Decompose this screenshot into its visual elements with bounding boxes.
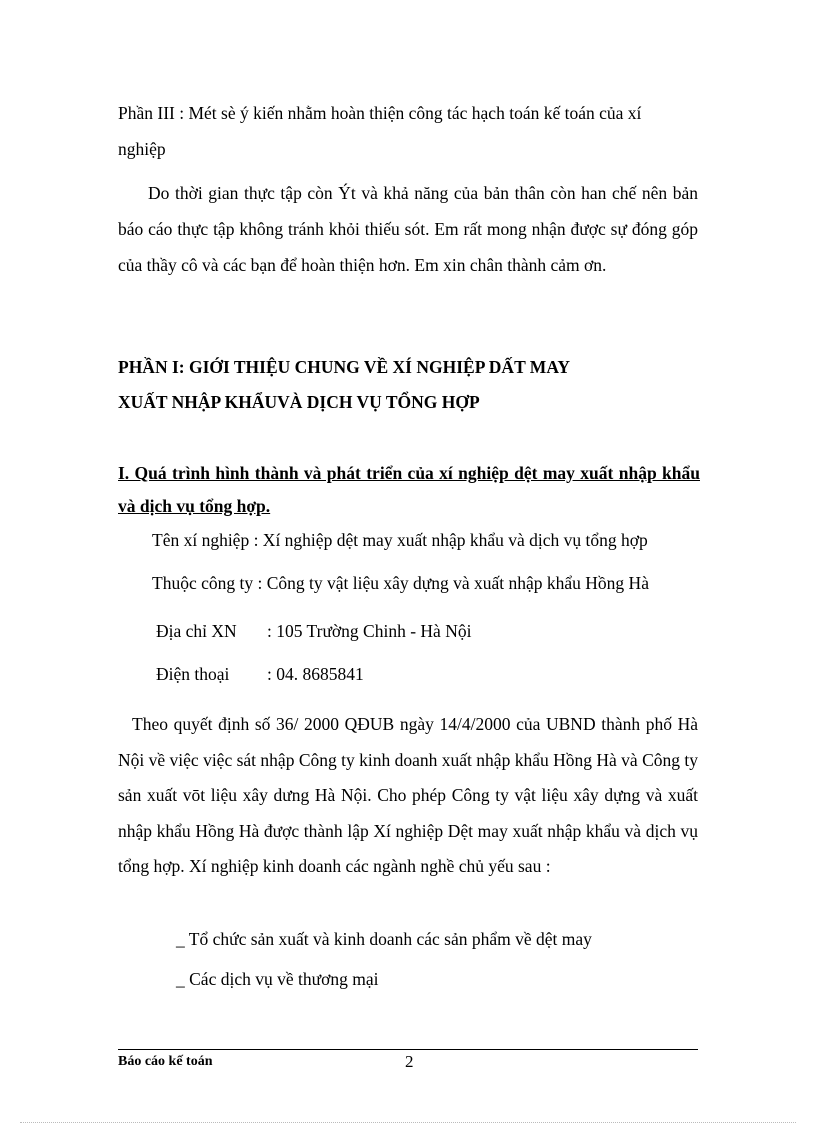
company-name: Tên xí nghiệp : Xí nghiệp dệt may xuất nhập khẩu và dịch vụ tổng hợp xyxy=(152,530,648,550)
page-number: 2 xyxy=(405,1052,414,1071)
address-label: Địa chỉ XN xyxy=(156,621,237,641)
part3-line2: nghiệp xyxy=(118,139,166,159)
business-line-item: _ Các dịch vụ về thương mại xyxy=(176,969,379,989)
part3-line1: Phần III : Mét sè ý kiến nhằm hoàn thiện công tác hạch toán kế toán của xí xyxy=(118,103,642,123)
business-line-item: _ Tổ chức sản xuất và kinh doanh các sản phẩm về dệt may xyxy=(176,929,592,949)
part1-title-line2: XUẤT NHẬP KHẨUVÀ DỊCH VỤ TỔNG HỢP xyxy=(118,392,480,412)
parent-company: Thuộc công ty : Công ty vật liệu xây dựng và xuất nhập khẩu Hồng Hà xyxy=(152,573,649,593)
footer-label: Báo cáo kế toán xyxy=(118,1054,213,1069)
footer-divider xyxy=(118,1049,698,1050)
phone-label: Điện thoại xyxy=(156,664,230,684)
decision-paragraph: Theo quyết định số 36/ 2000 QĐUB ngày 14/4/2000 của UBND thành phố Hà Nội về việc việc sát nhập Công ty kinh doanh xuất nhập khẩu Hồng Hà và Công ty sản xuất vōt liệu xây dưng Hà Nội. Cho phép Công ty vật liệu xây dựng và xuất nhập khẩu Hồng Hà được thành lập Xí nghiệp Dệt may xuất nhập khẩu và dịch vụ tổng hợp. Xí nghiệp kinh doanh các ngành nghề chủ yếu sau : xyxy=(118,714,698,876)
phone-value: : 04. 8685841 xyxy=(267,664,364,684)
part1-title-line1: PHẦN I: GIỚI THIỆU CHUNG VỀ XÍ NGHIỆP DẤT MAY xyxy=(118,357,570,377)
conclusion-paragraph: Do thời gian thực tập còn Ýt và khả năng của bản thân còn han chế nên bản báo cáo thực tập không tránh khỏi thiếu sót. Em rất mong nhận được sự đóng góp của thầy cô và các bạn để hoàn thiện hơn. Em xin chân thành cảm ơn. xyxy=(118,183,698,275)
section1-title: I. Quá trình hình thành và phát triển của xí nghiệp dệt may xuất nhập khẩu và dịch vụ tổng hợp. xyxy=(118,463,700,516)
address-value: : 105 Trường Chinh - Hà Nội xyxy=(267,621,472,641)
